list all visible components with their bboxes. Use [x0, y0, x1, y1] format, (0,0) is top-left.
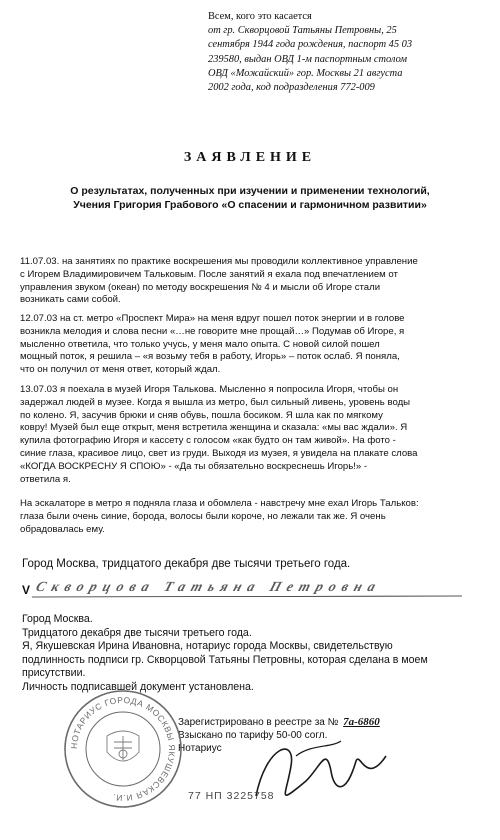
city-date-line: Город Москва, тридцатого декабря две тысячи третьего года.: [22, 558, 351, 570]
addressee-block: [208, 10, 484, 95]
paragraph-line: 11.07.03. на занятиях по практике воскрешения мы проводили коллективное управление: [20, 256, 418, 267]
paragraph-line: возникла мелодия и слова песни «…не говорите мне прощай…» Подумав об Игоре, я: [20, 325, 405, 337]
paragraph-line: синие глаза, красивое лицо, свет из груди. Выходя из музея, я увидела на плакате слова: [20, 447, 418, 459]
paragraph-line: обрадовалась ему.: [20, 523, 105, 535]
addressee-line: Всем, кого это касается: [208, 11, 312, 22]
paragraph-line: 13.07.03 я поехала в музей Игоря Талькова. Мысленно я попросила Игоря, чтобы он: [20, 384, 399, 395]
seal-text: НОТАРИУС ГОРОДА МОСКВЫ ЯКУШЕВСКАЯ И.И.: [68, 694, 178, 804]
paragraph-3: [20, 384, 480, 486]
signature-underline: [22, 582, 472, 602]
paragraph-4: [20, 498, 480, 536]
paragraph-line: возникать сами собой.: [20, 294, 121, 306]
notary-line: Личность подписавшей документ установлена.: [22, 680, 254, 693]
paragraph-line: с Игорем Владимировичем Тальковым. После занятий я ехала под впечатлением от: [20, 268, 398, 280]
blank-serial-number: 77 НП 3225758: [188, 790, 275, 802]
notary-line: присутствии.: [22, 667, 86, 680]
sender-line: 2002 года, код подразделения 772-009: [208, 82, 375, 94]
tariff-line: Взыскано по тарифу 50-00 согл.: [178, 730, 328, 741]
paragraph-line: по колено. Я, засучив брюки и сняв обувь, пошла босиком. Я шла как по мягкому: [20, 409, 383, 421]
paragraph-2: [20, 313, 480, 377]
paragraph-line: ответила я.: [20, 473, 71, 485]
subtitle-line: Учения Григория Грабового «О спасении и гармоничном развитии»: [73, 199, 427, 211]
registration-line: Зарегистрировано в реестре за № 7а-6860: [178, 716, 380, 728]
sender-line: ОВД «Можайский» гор. Москвы 21 августа: [208, 67, 403, 79]
paragraph-line: мощный поток, я решила – «я возьму тебя в работу, Игорь» – поток ослаб. Я поняла,: [20, 351, 400, 363]
paragraph-line: 12.07.03 на ст. метро «Проспект Мира» на меня вдруг пошел поток энергии и в голове: [20, 313, 405, 324]
notary-line: Я, Якушевская Ирина Ивановна, нотариус города Москвы, свидетельствую: [22, 640, 393, 653]
registry-number: 7а-6860: [343, 716, 380, 728]
coat-of-arms-icon: [107, 731, 139, 761]
notary-certification: [22, 613, 482, 695]
notary-label: Нотариус: [178, 743, 222, 754]
notary-line: Город Москва.: [22, 613, 93, 625]
document-subtitle: [30, 184, 470, 212]
notary-signature: [236, 726, 396, 816]
sender-line: 239580, выдан ОВД 1-м паспортным столом: [208, 53, 408, 65]
paragraph-line: что он получил от меня ответ, который ждал.: [20, 364, 221, 376]
paragraph-line: управления звуком (океан) по методу воскрешения № 4 и мысли об Игоре стали: [20, 281, 381, 293]
paragraph-line: На эскалаторе в метро я подняла глаза и обомлела - навстречу мне ехал Игорь Тальков:: [20, 498, 419, 509]
paragraph-1: [20, 256, 480, 307]
notary-line: Тридцатого декабря две тысячи третьего года.: [22, 626, 252, 639]
paragraph-line: мысленно ответила, что только учусь, у меня мало опыта. С новой силой пошел: [20, 338, 380, 350]
sender-line: сентября 1944 года рождения, паспорт 45 03: [208, 39, 413, 51]
paragraph-line: купила фотографию Игоря и кассету с голосом «как будто он там живой». На фото -: [20, 435, 396, 447]
notary-seal: [62, 688, 184, 810]
subtitle-line: О результатах, полученных при изучении и применении технологий,: [70, 185, 430, 197]
paragraph-line: ковру! Музей был еще открыт, меня встретила женщина и сказала: «мы вас ждали». Я: [20, 422, 408, 434]
applicant-signature-line: [22, 582, 472, 602]
paragraph-line: глаза были очень синие, борода, волосы были короче, но лежали так же. Я очень: [20, 510, 386, 522]
signature-prefix: V: [22, 583, 31, 597]
document-title: ЗАЯВЛЕНИЕ: [183, 150, 317, 165]
handwritten-name: Скворцова Татьяна Петровна: [33, 580, 384, 595]
paragraph-line: «КОГДА ВОСКРЕСНУ Я СПОЮ» - «Да ты обязательно воскреснешь Игорь!» -: [20, 460, 368, 472]
sender-line: от гр. Скворцовой Татьяны Петровны, 25: [208, 25, 397, 37]
paragraph-line: задержал людей в музее. Когда я вышла из метро, был сильный ливень, уровень воды: [20, 396, 411, 408]
notary-line: подлинность подписи гр. Скворцовой Татьяны Петровны, которая сделана в моем: [22, 653, 428, 666]
